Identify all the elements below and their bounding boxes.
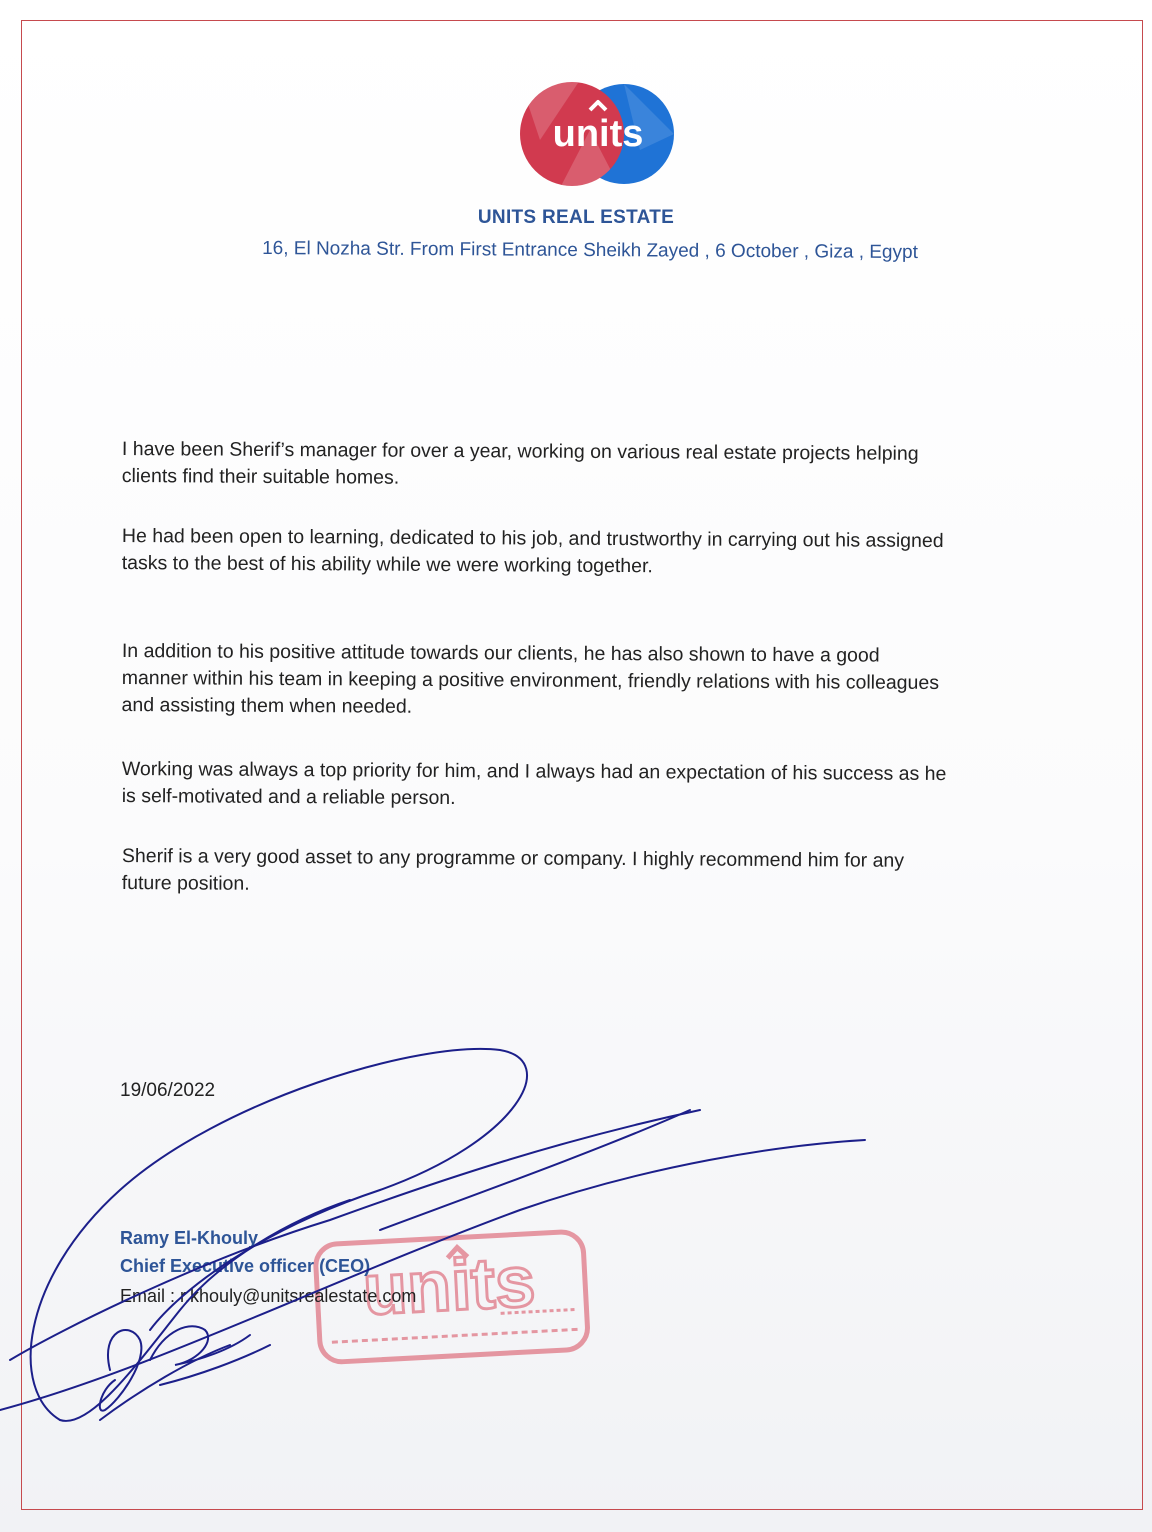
logo-text: units — [552, 113, 644, 155]
paragraph-1 — [122, 436, 1072, 496]
signatory-title: Chief Executive officer (CEO) — [120, 1256, 371, 1276]
company-address: 16, El Nozha Str. From First Entrance Sheikh Zayed , 6 October , Giza , Egypt — [262, 237, 918, 264]
text-line: tasks to the best of his ability while we were working together. — [121, 551, 653, 578]
email-address: r.khouly@unitsrealestate.com — [180, 1286, 417, 1306]
signatory-name: Ramy El-Khouly — [120, 1228, 259, 1248]
paragraph-3 — [122, 638, 1072, 725]
units-logo — [520, 80, 676, 188]
paragraph-4 — [122, 756, 1072, 816]
text-line: He had been open to learning, dedicated to his job, and trustworthy in carrying out his assigned — [121, 524, 944, 553]
text-line: Sherif is a very good asset to any programme or company. I highly recommend him for any — [121, 844, 905, 872]
text-line: manner within his team in keeping a positive environment, friendly relations with his colleagues — [121, 666, 940, 694]
stamp-text: units — [361, 1241, 538, 1331]
handwritten-signature — [0, 1030, 880, 1450]
text-line: is self-motivated and a reliable person. — [121, 784, 456, 810]
text-line: future position. — [121, 871, 250, 895]
text-line: and assisting them when needed. — [121, 693, 413, 718]
text-line: In addition to his positive attitude towards our clients, he has also shown to have a good — [121, 639, 880, 667]
company-name: UNITS REAL ESTATE — [477, 207, 675, 228]
letter-date: 19/06/2022 — [120, 1080, 216, 1101]
text-line: Working was always a top priority for him, and I always had an expectation of his success as he — [121, 757, 947, 786]
paragraph-2 — [122, 523, 1072, 583]
paragraph-5 — [122, 843, 1072, 903]
email-label: Email : — [120, 1286, 176, 1306]
text-line: clients find their suitable homes. — [121, 464, 400, 489]
text-line: I have been Sherif’s manager for over a year, working on various real estate projects helping — [121, 437, 919, 465]
